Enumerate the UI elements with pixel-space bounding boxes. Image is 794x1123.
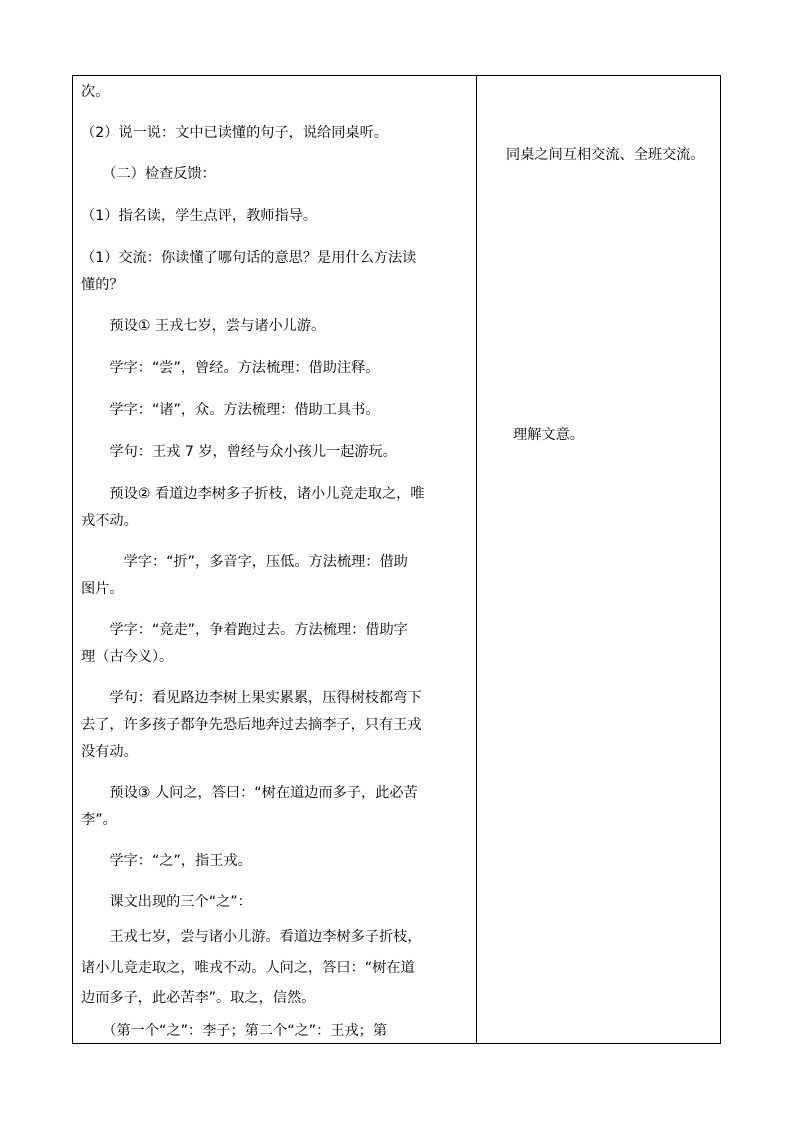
text-line: 学字：“竞走”，争着跑过去。方法梳理：借助字	[81, 622, 408, 638]
text-line: 诸小儿竞走取之，唯戎不动。人问之，答曰：“树在道	[81, 960, 415, 976]
intent-note: 同桌之间互相交流、全班交流。	[506, 147, 705, 163]
text-line: （第一个“之”：李子；第二个“之”：王戎；第	[81, 1023, 388, 1039]
text-line: 没有动。	[81, 744, 138, 760]
text-line: 学字：“尝”，曾经。方法梳理：借助注释。	[81, 360, 380, 376]
text-line: 课文出现的三个“之”：	[81, 894, 252, 910]
text-line: （2）说一说：文中已读懂的句子，说给同桌听。	[81, 125, 388, 141]
text-line: 理（古今义）。	[81, 649, 174, 665]
text-line: （1）交流：你读懂了哪句话的意思？是用什么方法读	[81, 250, 417, 266]
text-line: （二）检查反馈：	[81, 166, 216, 182]
text-line: 次。	[81, 84, 110, 100]
text-line: 戎不动。	[81, 513, 138, 529]
text-line: 学字：“折”，多音字，压低。方法梳理：借助	[81, 554, 408, 570]
text-line: 学字：“诸”，众。方法梳理：借助工具书。	[81, 402, 380, 418]
teaching-process-cell	[73, 76, 476, 1043]
design-intent-cell	[477, 76, 720, 1043]
lesson-table	[72, 75, 721, 1044]
text-line: 预设③ 人问之，答曰：“树在道边而多子，此必苦	[81, 785, 418, 801]
text-line: 学字：“之”，指王戎。	[81, 853, 252, 869]
text-line: 懂的？	[81, 277, 124, 293]
text-line: 边而多子，此必苦李”。取之，信然。	[81, 990, 316, 1006]
text-line: （1）指名读，学生点评，教师指导。	[81, 208, 318, 224]
text-line: 预设② 看道边李树多子折枝，诸小儿竞走取之，唯	[81, 486, 425, 502]
text-line: 图片。	[81, 581, 124, 597]
text-line: 学句：王戎 7 岁，曾经与众小孩儿一起游玩。	[81, 444, 397, 460]
text-line: 预设① 王戎七岁，尝与诸小儿游。	[81, 318, 326, 334]
intent-note: 理解文意。	[513, 427, 584, 443]
text-line: 去了，许多孩子都争先恐后地奔过去摘李子，只有王戎	[81, 717, 422, 733]
text-line: 王戎七岁，尝与诸小儿游。看道边李树多子折枝，	[81, 929, 422, 945]
text-line: 李”。	[81, 812, 117, 828]
text-line: 学句：看见路边李树上果实累累，压得树枝都弯下	[81, 690, 422, 706]
